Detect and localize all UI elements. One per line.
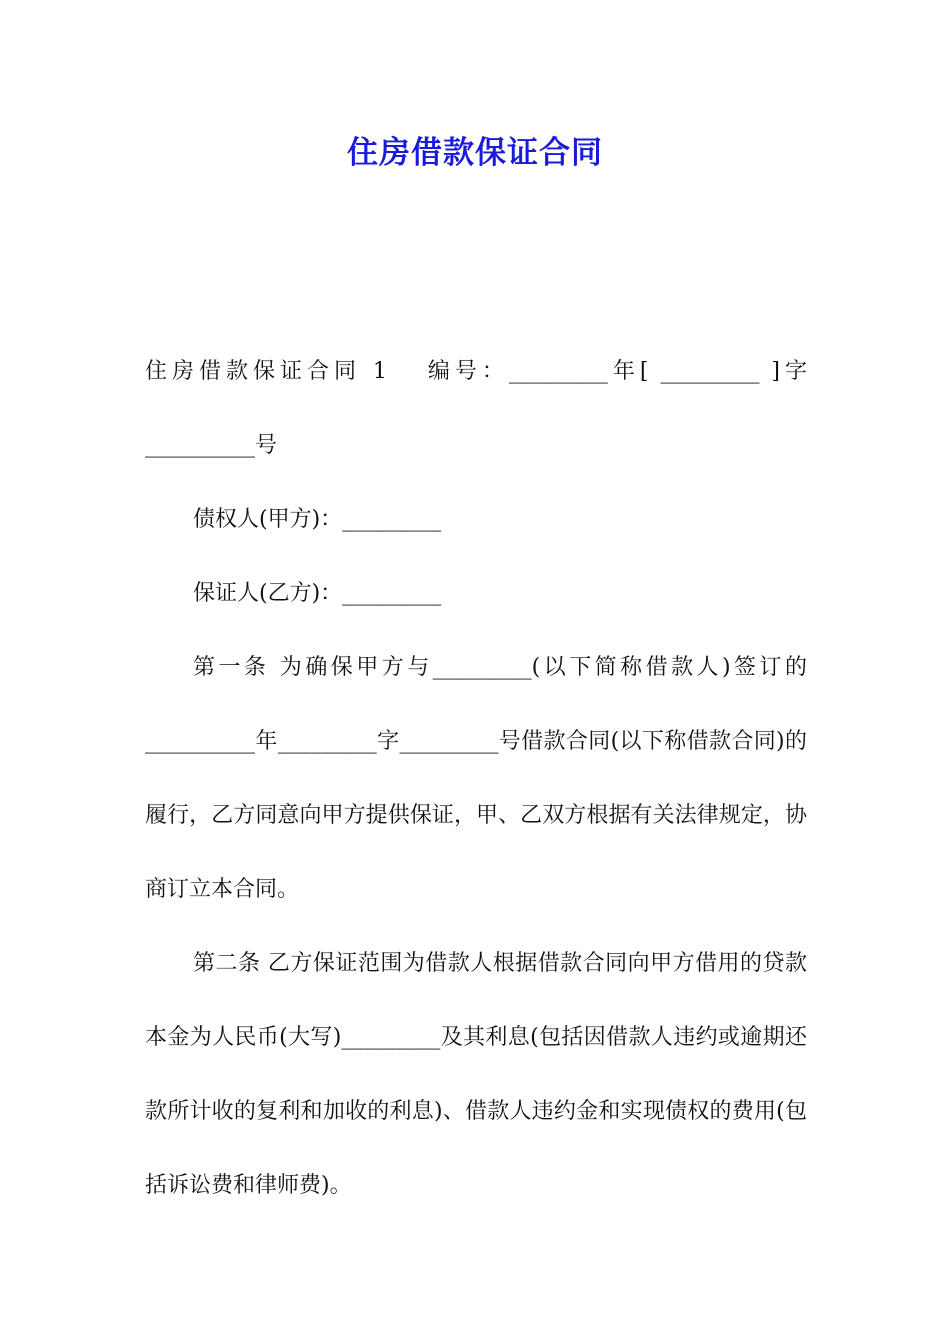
article-2: 第二条 乙方保证范围为借款人根据借款合同向甲方借用的贷款本金为人民币(大写)_________及其利息(包括因借款人违约或逾期还款所计收的复利和加收的利息)、借款人违约金和实现债权的费用(包括诉讼费和律师费)。 <box>145 951 807 1198</box>
guarantor-line: 保证人(乙方)：_________ <box>193 581 442 606</box>
contract-body <box>145 335 807 1223</box>
document-title: 住房借款保证合同 <box>347 135 603 171</box>
article-1: 第一条 为确保甲方与_________(以下简称借款人)签订的__________年_________字_________号借款合同(以下称借款合同)的履行，乙方同意向甲方提供保证，甲、乙双方根据有关法律规定，协商订立本合同。 <box>145 655 807 902</box>
creditor-line: 债权人(甲方)：_________ <box>193 507 442 532</box>
header-line <box>145 335 807 483</box>
contract-number: 编号：_________年[ _________ ]字__________号 <box>145 359 807 458</box>
contract-name: 住房借款保证合同 1 <box>145 359 387 384</box>
